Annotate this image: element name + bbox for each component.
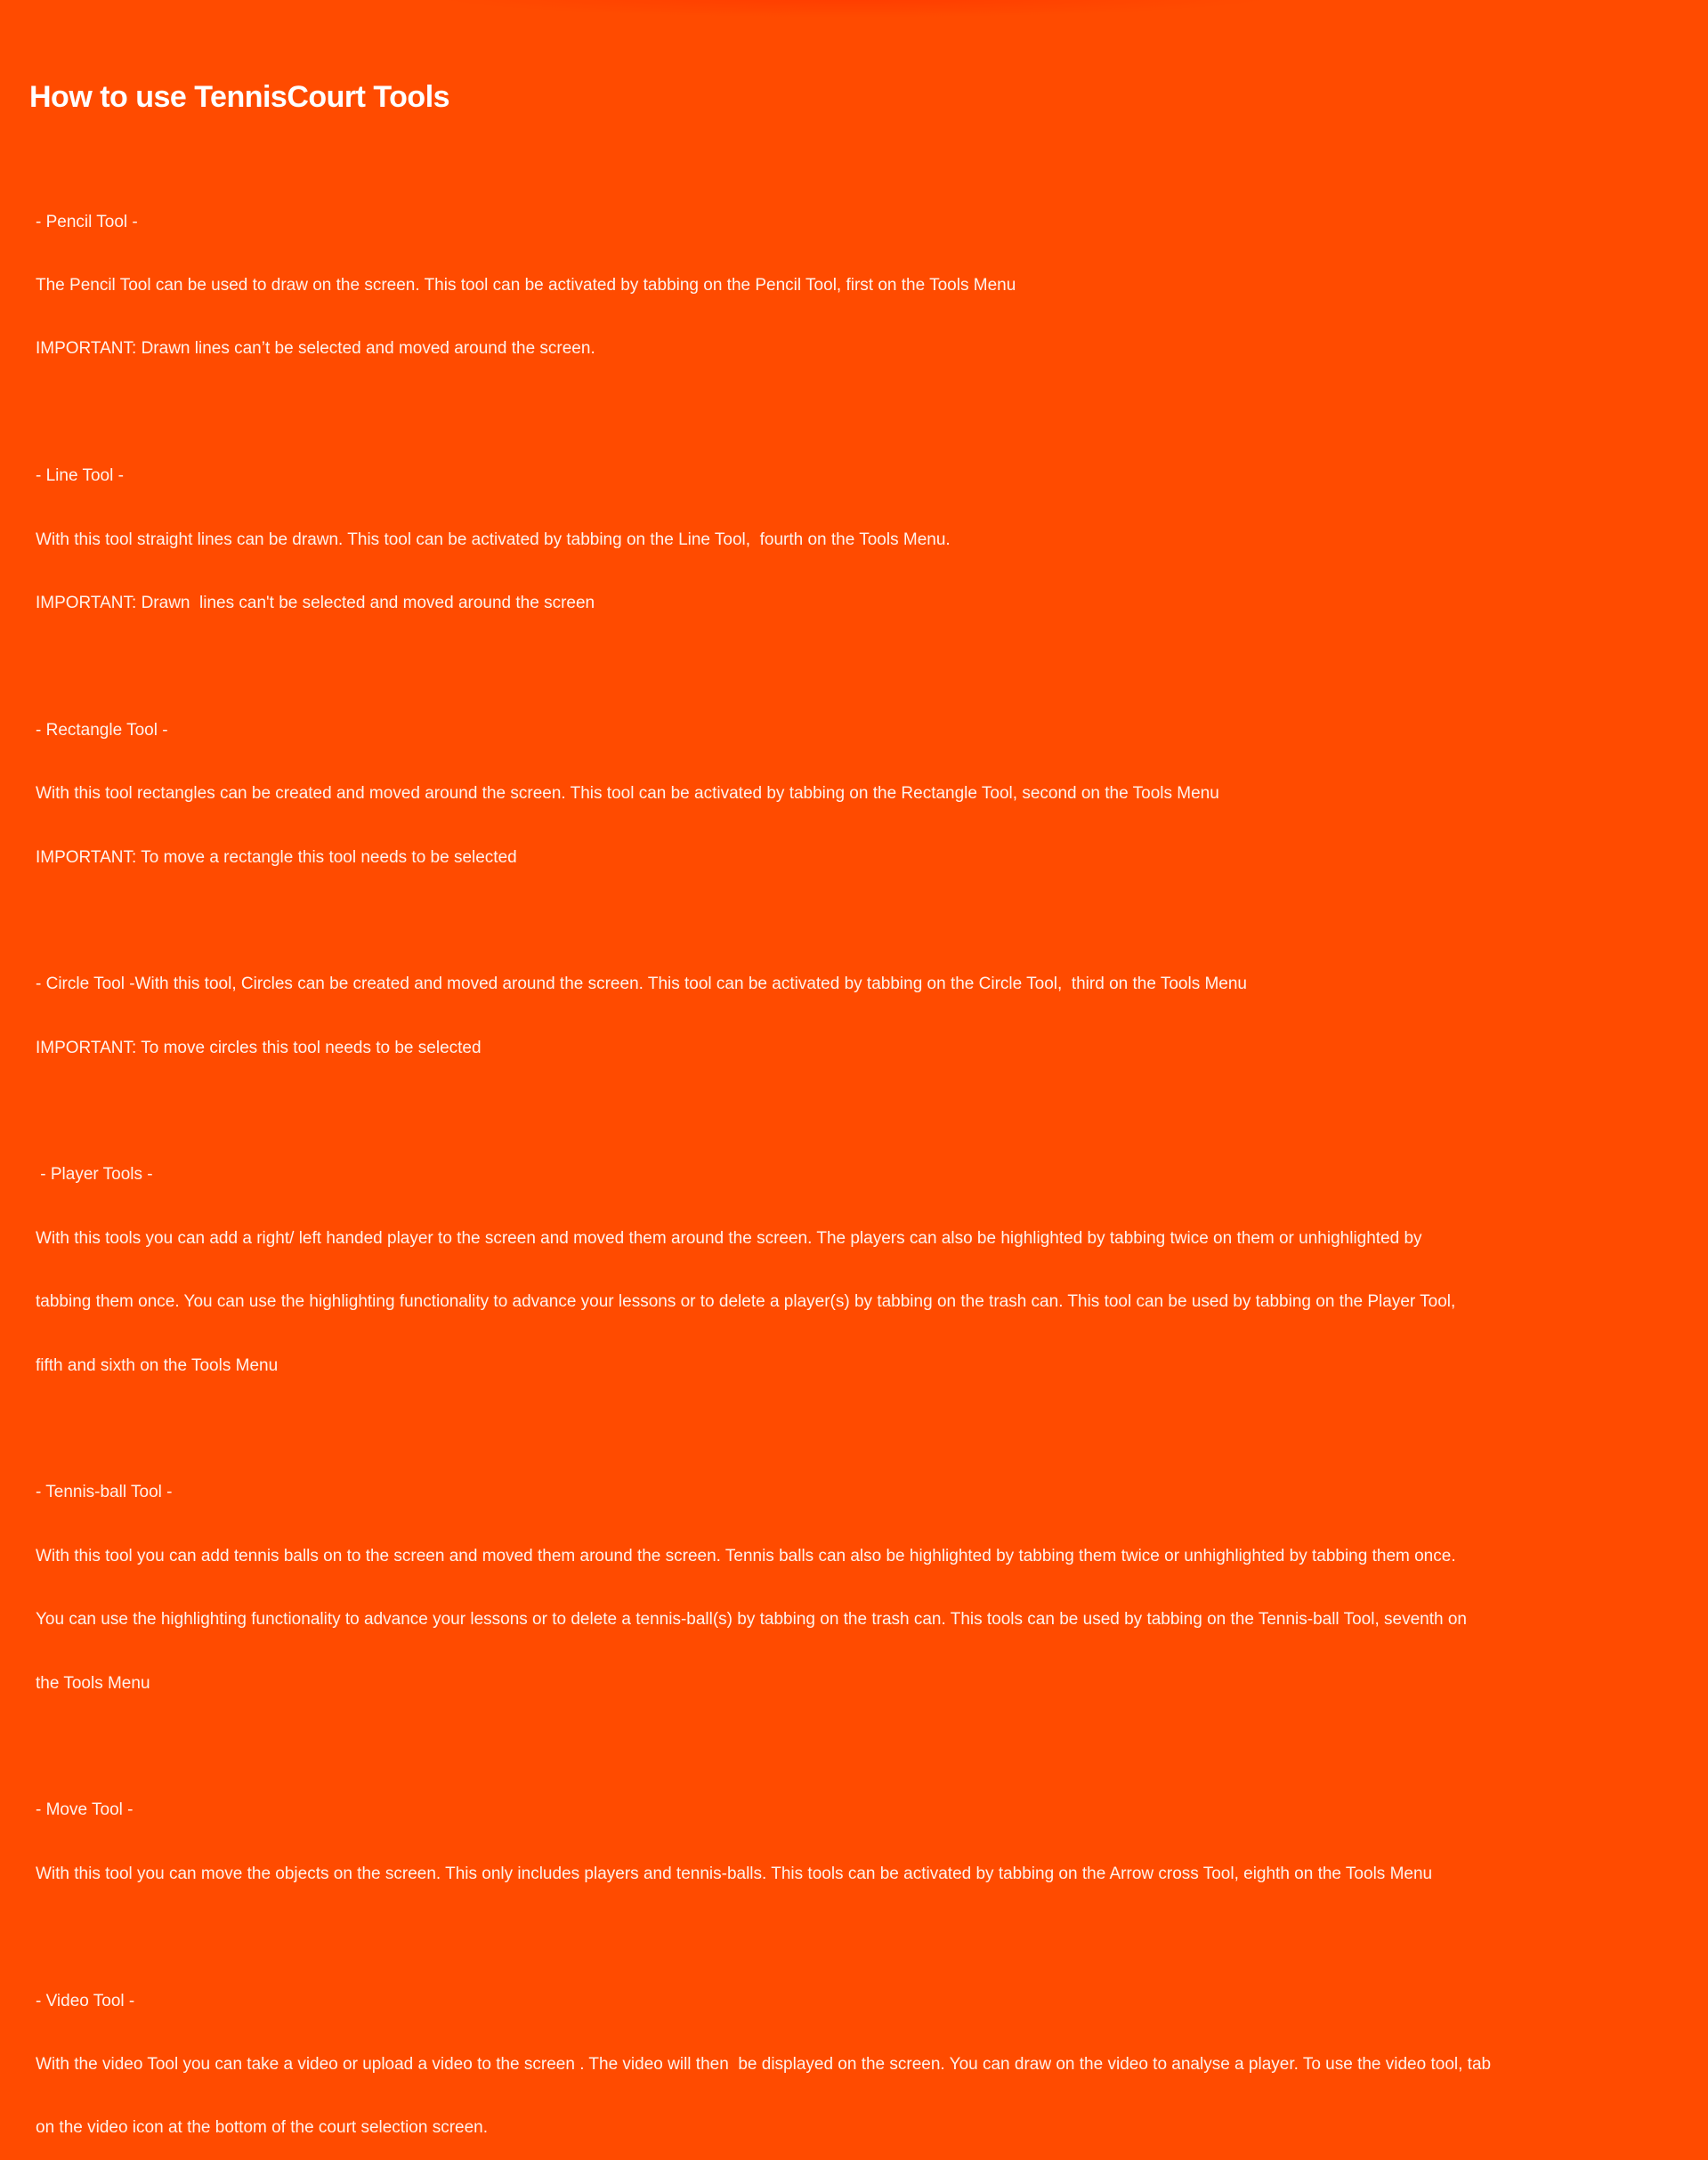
blank-line [36,1419,1673,1440]
circle-tool-note: IMPORTANT: To move circles this tool needs to be selected [36,1038,482,1057]
video-tool-heading: - Video Tool - [36,1991,135,2010]
line-tool-heading: - Line Tool - [36,466,124,486]
tennis-ball-tool-description-3: the Tools Menu [36,1673,150,1693]
line-tool-description: With this tool straight lines can be drawn. This tool can be activated by tabbing on the Line Tool, fourth on the Tools Menu. [36,530,951,549]
line-tool-note: IMPORTANT: Drawn lines can't be selected and moved around the screen [36,593,595,612]
blank-line [36,656,1673,677]
rectangle-tool-note: IMPORTANT: To move a rectangle this tool needs to be selected [36,847,517,867]
pencil-tool-heading: - Pencil Tool - [36,212,138,231]
player-tools-description-3: fifth and sixth on the Tools Menu [36,1355,279,1375]
video-tool-description-1: With the video Tool you can take a video or upload a video to the screen . The video will then be displayed on the screen. You can draw on the video to analyse a player. To use the video tool, tab [36,2054,1492,2074]
tennis-ball-tool-heading: - Tennis-ball Tool - [36,1483,173,1502]
move-tool-description: With this tool you can move the objects on the screen. This only includes players and tennis-balls. This tools can be activated by tabbing on the Arrow cross Tool, eighth on the Tools Menu [36,1864,1433,1883]
player-tools-heading: - Player Tools - [36,1165,153,1185]
player-tools-description-2: tabbing them once. You can use the highlighting functionality to advance your lessons or to delete a player(s) by tabbing on the trash can. This tool can be used by tabbing on the Player Tool, [36,1292,1456,1312]
rectangle-tool-description: With this tool rectangles can be created and moved around the screen. This tool can be activated by tabbing on the Rectangle Tool, second on the Tools Menu [36,784,1219,804]
video-tool-description-2: on the video icon at the bottom of the court selection screen. [36,2118,489,2138]
help-text-body [36,169,1673,2160]
blank-line [36,1101,1673,1122]
move-tool-heading: - Move Tool - [36,1800,134,1820]
blank-line [36,1927,1673,1948]
tennis-ball-tool-description-2: You can use the highlighting functionality to advance your lessons or to delete a tennis-ball(s) by tabbing on the trash can. This tools can be used by tabbing on the Tennis-ball Tool, seventh on [36,1610,1467,1630]
rectangle-tool-heading: - Rectangle Tool - [36,720,168,740]
player-tools-description-1: With this tools you can add a right/ left handed player to the screen and moved them around the screen. The players can also be highlighted by tabbing twice on them or unhighlighted by [36,1228,1422,1248]
pencil-tool-note: IMPORTANT: Drawn lines can’t be selected and moved around the screen. [36,339,595,359]
pencil-tool-description: The Pencil Tool can be used to draw on the screen. This tool can be activated by tabbing on the Pencil Tool, first on the Tools Menu [36,275,1016,295]
blank-line [36,402,1673,424]
blank-line [36,1736,1673,1758]
tennis-ball-tool-description-1: With this tool you can add tennis balls on to the screen and moved them around the screen. Tennis balls can also be highlighted by tabbing them twice or unhighlighted by tabbing them once. [36,1546,1456,1565]
circle-tool-description: - Circle Tool -With this tool, Circles can be created and moved around the screen. This tool can be activated by tabbing on the Circle Tool, third on the Tools Menu [36,975,1247,994]
top-glow-decoration [427,0,1282,18]
blank-line [36,910,1673,932]
page-title: How to use TennisCourt Tools [29,80,450,114]
